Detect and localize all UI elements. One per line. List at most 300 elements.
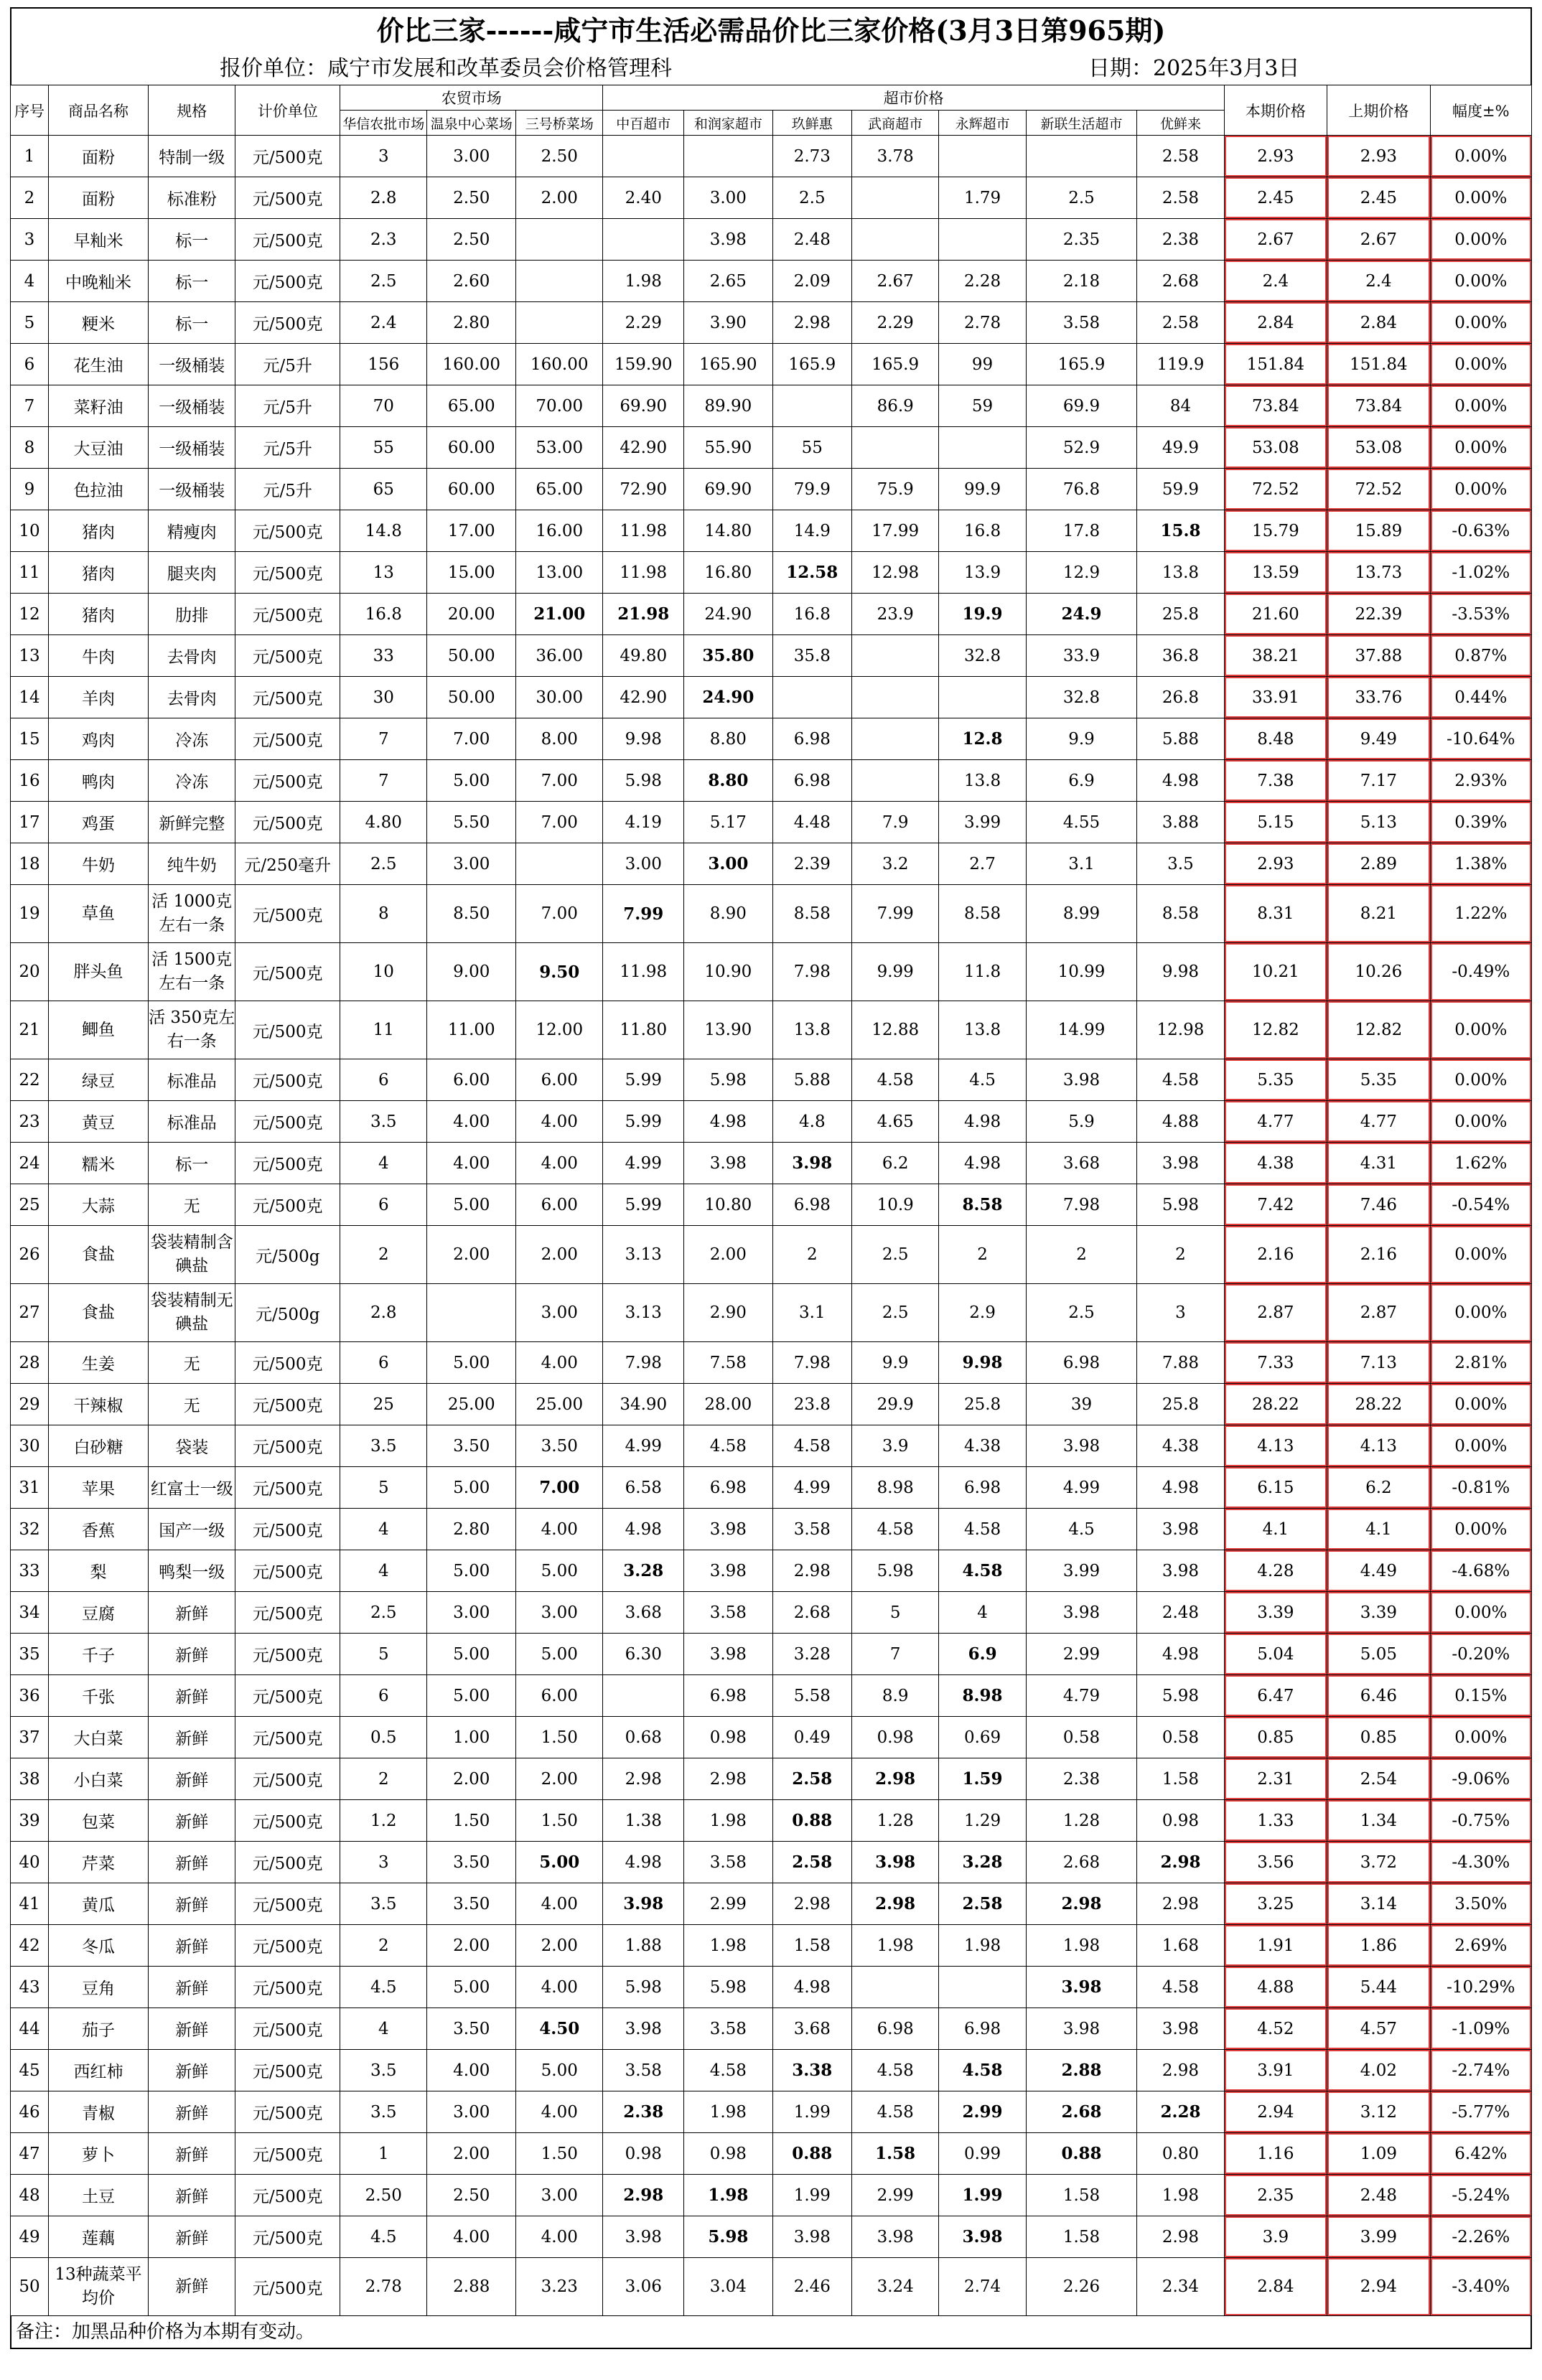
- cell-spec: 新鲜: [149, 1634, 235, 1675]
- cell-super-4: 75.9: [851, 469, 938, 510]
- cell-super-6: 2.5: [1026, 1284, 1137, 1342]
- cell-market-3: 4.00: [516, 1342, 603, 1384]
- cell-market-1: 2.5: [340, 261, 427, 302]
- cell-super-3: 5.58: [772, 1675, 851, 1717]
- cell-market-3: 4.00: [516, 1883, 603, 1925]
- cell-super-4: 3.9: [851, 1425, 938, 1467]
- cell-change: 6.42%: [1430, 2133, 1531, 2175]
- cell-last-price: 73.84: [1327, 385, 1430, 427]
- cell-super-7: 25.8: [1137, 594, 1224, 635]
- cell-super-7: 7.88: [1137, 1342, 1224, 1384]
- cell-current-price: 2.94: [1224, 2091, 1327, 2133]
- cell-market-2: 1.50: [427, 1800, 516, 1842]
- cell-last-price: 4.13: [1327, 1425, 1430, 1467]
- cell-super-5: 1.79: [939, 177, 1026, 219]
- cell-spec: 腿夹肉: [149, 552, 235, 594]
- cell-super-2: 10.80: [684, 1184, 773, 1226]
- cell-seq: 5: [11, 302, 49, 344]
- cell-super-4: [851, 177, 938, 219]
- cell-name: 鲫鱼: [48, 1001, 148, 1059]
- cell-super-2: 3.00: [684, 843, 773, 885]
- cell-last-price: 5.05: [1327, 1634, 1430, 1675]
- cell-spec: 新鲜: [149, 1717, 235, 1758]
- cell-unit: 元/500克: [235, 2216, 340, 2258]
- cell-super-5: 4.98: [939, 1101, 1026, 1143]
- cell-current-price: 4.88: [1224, 1967, 1327, 2008]
- cell-last-price: 2.45: [1327, 177, 1430, 219]
- cell-super-7: 2.98: [1137, 2216, 1224, 2258]
- cell-current-price: 0.85: [1224, 1717, 1327, 1758]
- cell-super-4: 2.98: [851, 1758, 938, 1800]
- cell-super-1: 3.13: [603, 1284, 684, 1342]
- cell-super-6: 10.99: [1026, 943, 1137, 1001]
- cell-super-1: 3.13: [603, 1226, 684, 1284]
- cell-super-2: 3.98: [684, 1509, 773, 1550]
- cell-name: 豆腐: [48, 1592, 148, 1634]
- cell-super-4: [851, 635, 938, 677]
- cell-current-price: 2.67: [1224, 219, 1327, 261]
- cell-seq: 6: [11, 344, 49, 385]
- cell-super-1: 2.98: [603, 2175, 684, 2216]
- cell-super-3: 6.98: [772, 760, 851, 802]
- cell-seq: 15: [11, 718, 49, 760]
- cell-seq: 41: [11, 1883, 49, 1925]
- cell-unit: 元/500克: [235, 1550, 340, 1592]
- cell-super-7: 4.88: [1137, 1101, 1224, 1143]
- cell-super-5: [939, 219, 1026, 261]
- cell-change: -3.40%: [1430, 2258, 1531, 2316]
- cell-name: 鸡蛋: [48, 802, 148, 843]
- cell-last-price: 5.13: [1327, 802, 1430, 843]
- cell-super-4: [851, 1967, 938, 2008]
- cell-super-7: 84: [1137, 385, 1224, 427]
- cell-super-3: 3.98: [772, 1143, 851, 1184]
- cell-unit: 元/500克: [235, 1758, 340, 1800]
- cell-seq: 14: [11, 677, 49, 718]
- cell-super-7: 5.98: [1137, 1675, 1224, 1717]
- cell-market-3: 25.00: [516, 1384, 603, 1425]
- cell-super-5: 3.98: [939, 2216, 1026, 2258]
- cell-seq: 10: [11, 510, 49, 552]
- cell-spec: 无: [149, 1342, 235, 1384]
- cell-unit: 元/5升: [235, 385, 340, 427]
- cell-super-3: 1.99: [772, 2091, 851, 2133]
- cell-spec: 特制一级: [149, 136, 235, 177]
- cell-super-5: [939, 1967, 1026, 2008]
- cell-super-7: 2.34: [1137, 2258, 1224, 2316]
- cell-spec: 新鲜: [149, 1800, 235, 1842]
- cell-current-price: 7.38: [1224, 760, 1327, 802]
- cell-super-3: 2.46: [772, 2258, 851, 2316]
- reporting-unit: 报价单位：咸宁市发展和改革委员会价格管理科: [220, 56, 672, 81]
- cell-seq: 35: [11, 1634, 49, 1675]
- cell-super-5: 4.58: [939, 1509, 1026, 1550]
- cell-super-1: 3.28: [603, 1550, 684, 1592]
- cell-super-3: 4.98: [772, 1967, 851, 2008]
- cell-change: -0.63%: [1430, 510, 1531, 552]
- cell-seq: 8: [11, 427, 49, 469]
- cell-name: 粳米: [48, 302, 148, 344]
- cell-market-2: 11.00: [427, 1001, 516, 1059]
- cell-super-3: 2.73: [772, 136, 851, 177]
- cell-super-2: 14.80: [684, 510, 773, 552]
- cell-change: 0.15%: [1430, 1675, 1531, 1717]
- cell-name: 面粉: [48, 177, 148, 219]
- cell-last-price: 22.39: [1327, 594, 1430, 635]
- cell-current-price: 3.9: [1224, 2216, 1327, 2258]
- cell-market-3: [516, 261, 603, 302]
- table-row: [11, 261, 1532, 302]
- cell-market-2: 5.00: [427, 1184, 516, 1226]
- cell-super-2: 3.98: [684, 1550, 773, 1592]
- cell-super-4: 17.99: [851, 510, 938, 552]
- cell-spec: 新鲜: [149, 1883, 235, 1925]
- cell-market-1: 65: [340, 469, 427, 510]
- cell-current-price: 12.82: [1224, 1001, 1327, 1059]
- cell-super-3: [772, 385, 851, 427]
- cell-current-price: 7.33: [1224, 1342, 1327, 1384]
- cell-super-5: 1.98: [939, 1925, 1026, 1967]
- cell-super-6: 8.99: [1026, 885, 1137, 943]
- cell-market-3: 3.50: [516, 1425, 603, 1467]
- cell-name: 千张: [48, 1675, 148, 1717]
- cell-market-1: 2.5: [340, 1592, 427, 1634]
- cell-super-6: 24.9: [1026, 594, 1137, 635]
- cell-super-3: 2.58: [772, 1842, 851, 1883]
- cell-super-5: 2.78: [939, 302, 1026, 344]
- cell-unit: 元/500克: [235, 1842, 340, 1883]
- cell-super-4: 7.99: [851, 885, 938, 943]
- cell-super-4: 7: [851, 1634, 938, 1675]
- cell-change: 0.00%: [1430, 427, 1531, 469]
- cell-seq: 42: [11, 1925, 49, 1967]
- cell-current-price: 4.13: [1224, 1425, 1327, 1467]
- cell-market-3: [516, 302, 603, 344]
- cell-market-3: 4.00: [516, 1509, 603, 1550]
- cell-super-5: 2.99: [939, 2091, 1026, 2133]
- table-row: [11, 2008, 1532, 2050]
- cell-market-3: 6.00: [516, 1184, 603, 1226]
- cell-spec: 无: [149, 1384, 235, 1425]
- cell-super-6: [1026, 136, 1137, 177]
- cell-super-4: 165.9: [851, 344, 938, 385]
- cell-super-4: 2.5: [851, 1284, 938, 1342]
- cell-change: 0.00%: [1430, 177, 1531, 219]
- cell-name: 白砂糖: [48, 1425, 148, 1467]
- cell-market-2: 3.00: [427, 2091, 516, 2133]
- cell-market-3: 4.00: [516, 2216, 603, 2258]
- cell-super-3: 2.58: [772, 1758, 851, 1800]
- cell-super-1: 3.98: [603, 2216, 684, 2258]
- cell-seq: 3: [11, 219, 49, 261]
- cell-market-1: 30: [340, 677, 427, 718]
- cell-market-3: 7.00: [516, 885, 603, 943]
- cell-super-3: 4.48: [772, 802, 851, 843]
- cell-unit: 元/500克: [235, 2175, 340, 2216]
- cell-super-1: 4.98: [603, 1842, 684, 1883]
- cell-seq: 47: [11, 2133, 49, 2175]
- cell-super-5: [939, 136, 1026, 177]
- table-row: [11, 552, 1532, 594]
- header-super-7: 优鲜来: [1137, 111, 1224, 136]
- cell-unit: 元/500克: [235, 1634, 340, 1675]
- cell-super-7: 3.98: [1137, 2008, 1224, 2050]
- cell-super-1: 69.90: [603, 385, 684, 427]
- cell-super-6: 6.98: [1026, 1342, 1137, 1384]
- cell-name: 猪肉: [48, 552, 148, 594]
- cell-super-1: 42.90: [603, 677, 684, 718]
- cell-change: -10.64%: [1430, 718, 1531, 760]
- cell-market-2: 2.60: [427, 261, 516, 302]
- cell-super-2: 6.98: [684, 1467, 773, 1509]
- cell-super-6: 33.9: [1026, 635, 1137, 677]
- cell-market-3: 8.00: [516, 718, 603, 760]
- cell-name: 香蕉: [48, 1509, 148, 1550]
- cell-super-5: 25.8: [939, 1384, 1026, 1425]
- cell-super-7: 13.8: [1137, 552, 1224, 594]
- cell-spec: 新鲜: [149, 1967, 235, 2008]
- cell-seq: 37: [11, 1717, 49, 1758]
- cell-super-4: 3.98: [851, 2216, 938, 2258]
- cell-super-5: 4.5: [939, 1059, 1026, 1101]
- cell-market-3: 4.50: [516, 2008, 603, 2050]
- cell-super-2: 69.90: [684, 469, 773, 510]
- cell-unit: 元/500克: [235, 594, 340, 635]
- cell-market-2: 2.80: [427, 302, 516, 344]
- cell-unit: 元/500克: [235, 1342, 340, 1384]
- cell-market-1: 25: [340, 1384, 427, 1425]
- table-row: [11, 510, 1532, 552]
- cell-super-2: 4.58: [684, 2050, 773, 2091]
- cell-name: 羊肉: [48, 677, 148, 718]
- cell-super-2: 3.98: [684, 1634, 773, 1675]
- sheet-subheader: [10, 53, 1532, 85]
- cell-unit: 元/500克: [235, 1675, 340, 1717]
- cell-super-2: 8.90: [684, 885, 773, 943]
- cell-super-4: 6.98: [851, 2008, 938, 2050]
- cell-super-7: 2.58: [1137, 302, 1224, 344]
- cell-unit: 元/5升: [235, 469, 340, 510]
- cell-super-2: 2.98: [684, 1758, 773, 1800]
- cell-market-3: 2.00: [516, 1758, 603, 1800]
- cell-super-5: 32.8: [939, 635, 1026, 677]
- cell-spec: 活 1500克左右一条: [149, 943, 235, 1001]
- cell-super-5: 1.59: [939, 1758, 1026, 1800]
- cell-super-7: 3.98: [1137, 1509, 1224, 1550]
- cell-super-1: 4.19: [603, 802, 684, 843]
- cell-seq: 11: [11, 552, 49, 594]
- cell-super-2: 3.58: [684, 2008, 773, 2050]
- header-super-3: 玖鲜惠: [772, 111, 851, 136]
- cell-super-3: 0.88: [772, 2133, 851, 2175]
- cell-super-1: 1.98: [603, 261, 684, 302]
- cell-unit: 元/500克: [235, 718, 340, 760]
- cell-last-price: 3.12: [1327, 2091, 1430, 2133]
- cell-spec: 精瘦肉: [149, 510, 235, 552]
- table-row: [11, 1284, 1532, 1342]
- cell-last-price: 2.84: [1327, 302, 1430, 344]
- cell-market-3: 12.00: [516, 1001, 603, 1059]
- cell-super-2: 2.90: [684, 1284, 773, 1342]
- cell-market-3: 3.23: [516, 2258, 603, 2316]
- cell-market-3: 30.00: [516, 677, 603, 718]
- cell-super-3: 7.98: [772, 1342, 851, 1384]
- cell-super-6: 1.58: [1026, 2216, 1137, 2258]
- cell-spec: 袋装精制含碘盐: [149, 1226, 235, 1284]
- cell-super-6: 3.99: [1026, 1550, 1137, 1592]
- cell-spec: 标一: [149, 302, 235, 344]
- cell-unit: 元/500克: [235, 1592, 340, 1634]
- cell-market-2: 3.50: [427, 1425, 516, 1467]
- cell-super-5: 4.38: [939, 1425, 1026, 1467]
- cell-last-price: 4.57: [1327, 2008, 1430, 2050]
- cell-unit: 元/500克: [235, 552, 340, 594]
- cell-last-price: 13.73: [1327, 552, 1430, 594]
- cell-super-1: 7.98: [603, 1342, 684, 1384]
- cell-current-price: 3.91: [1224, 2050, 1327, 2091]
- cell-super-6: 2.68: [1026, 2091, 1137, 2133]
- cell-name: 西红柿: [48, 2050, 148, 2091]
- cell-super-7: 2.58: [1137, 136, 1224, 177]
- cell-market-2: 50.00: [427, 635, 516, 677]
- cell-super-3: 2.5: [772, 177, 851, 219]
- cell-market-2: 2.88: [427, 2258, 516, 2316]
- cell-change: -0.75%: [1430, 1800, 1531, 1842]
- cell-name: 芹菜: [48, 1842, 148, 1883]
- cell-spec: 新鲜完整: [149, 802, 235, 843]
- cell-market-3: 2.50: [516, 136, 603, 177]
- cell-super-1: 34.90: [603, 1384, 684, 1425]
- table-row: [11, 2091, 1532, 2133]
- cell-unit: 元/500克: [235, 136, 340, 177]
- cell-market-2: 17.00: [427, 510, 516, 552]
- cell-super-2: 3.00: [684, 177, 773, 219]
- cell-super-2: 7.58: [684, 1342, 773, 1384]
- cell-last-price: 28.22: [1327, 1384, 1430, 1425]
- cell-spec: 标准品: [149, 1101, 235, 1143]
- cell-market-1: 6: [340, 1342, 427, 1384]
- cell-super-4: 4.58: [851, 2050, 938, 2091]
- cell-seq: 4: [11, 261, 49, 302]
- cell-market-1: 4: [340, 2008, 427, 2050]
- cell-super-6: 3.58: [1026, 302, 1137, 344]
- cell-market-1: 11: [340, 1001, 427, 1059]
- cell-super-3: 4.99: [772, 1467, 851, 1509]
- cell-super-2: 3.58: [684, 1592, 773, 1634]
- cell-super-6: 0.88: [1026, 2133, 1137, 2175]
- cell-spec: 活 1000克左右一条: [149, 885, 235, 943]
- cell-super-4: 8.98: [851, 1467, 938, 1509]
- cell-super-7: 4.58: [1137, 1967, 1224, 2008]
- cell-name: 菜籽油: [48, 385, 148, 427]
- cell-super-7: 4.58: [1137, 1059, 1224, 1101]
- cell-unit: 元/500克: [235, 635, 340, 677]
- sheet-title: 价比三家------咸宁市生活必需品价比三家价格(3月3日第965期): [10, 7, 1532, 53]
- cell-super-1: 5.99: [603, 1101, 684, 1143]
- cell-super-4: 5.98: [851, 1550, 938, 1592]
- cell-unit: 元/500克: [235, 219, 340, 261]
- table-row: [11, 885, 1532, 943]
- table-row: [11, 2175, 1532, 2216]
- cell-super-7: 3.88: [1137, 802, 1224, 843]
- cell-super-6: 17.8: [1026, 510, 1137, 552]
- cell-change: -5.24%: [1430, 2175, 1531, 2216]
- cell-seq: 21: [11, 1001, 49, 1059]
- cell-name: 面粉: [48, 136, 148, 177]
- cell-name: 色拉油: [48, 469, 148, 510]
- cell-super-7: 25.8: [1137, 1384, 1224, 1425]
- cell-market-2: 4.00: [427, 2050, 516, 2091]
- cell-last-price: 2.16: [1327, 1226, 1430, 1284]
- cell-spec: 一级桶装: [149, 385, 235, 427]
- table-row: [11, 1059, 1532, 1101]
- cell-super-2: 28.00: [684, 1384, 773, 1425]
- cell-market-3: 5.00: [516, 2050, 603, 2091]
- cell-market-2: 3.00: [427, 843, 516, 885]
- cell-super-6: 2.68: [1026, 1842, 1137, 1883]
- cell-super-1: 5.98: [603, 760, 684, 802]
- cell-super-4: [851, 760, 938, 802]
- cell-current-price: 2.84: [1224, 2258, 1327, 2316]
- table-row: [11, 1467, 1532, 1509]
- cell-super-2: 5.17: [684, 802, 773, 843]
- cell-super-5: 19.9: [939, 594, 1026, 635]
- cell-current-price: 6.47: [1224, 1675, 1327, 1717]
- cell-super-1: 49.80: [603, 635, 684, 677]
- table-row: [11, 1675, 1532, 1717]
- cell-seq: 32: [11, 1509, 49, 1550]
- cell-market-2: 5.00: [427, 1675, 516, 1717]
- cell-spec: 去骨肉: [149, 635, 235, 677]
- cell-current-price: 3.39: [1224, 1592, 1327, 1634]
- cell-super-1: 5.98: [603, 1967, 684, 2008]
- cell-current-price: 73.84: [1224, 385, 1327, 427]
- table-row: [11, 1967, 1532, 2008]
- cell-super-5: 2.7: [939, 843, 1026, 885]
- cell-name: 鸡肉: [48, 718, 148, 760]
- cell-unit: 元/500克: [235, 1059, 340, 1101]
- cell-market-1: 5: [340, 1467, 427, 1509]
- table-row: [11, 2133, 1532, 2175]
- cell-current-price: 5.15: [1224, 802, 1327, 843]
- cell-super-7: 4.98: [1137, 1634, 1224, 1675]
- cell-change: 0.00%: [1430, 1101, 1531, 1143]
- cell-super-3: 3.58: [772, 1509, 851, 1550]
- cell-super-5: 6.9: [939, 1634, 1026, 1675]
- cell-market-1: 2.78: [340, 2258, 427, 2316]
- cell-super-3: 2: [772, 1226, 851, 1284]
- cell-market-1: 156: [340, 344, 427, 385]
- cell-super-5: 12.8: [939, 718, 1026, 760]
- cell-name: 豆角: [48, 1967, 148, 2008]
- cell-super-7: 8.58: [1137, 885, 1224, 943]
- cell-super-3: 4.58: [772, 1425, 851, 1467]
- cell-unit: 元/500g: [235, 1226, 340, 1284]
- cell-super-6: 3.68: [1026, 1143, 1137, 1184]
- cell-last-price: 2.48: [1327, 2175, 1430, 2216]
- table-row: [11, 943, 1532, 1001]
- cell-seq: 45: [11, 2050, 49, 2091]
- table-row: [11, 1143, 1532, 1184]
- cell-super-4: 6.2: [851, 1143, 938, 1184]
- cell-current-price: 5.04: [1224, 1634, 1327, 1675]
- cell-last-price: 3.14: [1327, 1883, 1430, 1925]
- cell-seq: 25: [11, 1184, 49, 1226]
- cell-change: 0.00%: [1430, 1001, 1531, 1059]
- cell-seq: 12: [11, 594, 49, 635]
- cell-change: 0.00%: [1430, 261, 1531, 302]
- cell-market-2: 2.50: [427, 219, 516, 261]
